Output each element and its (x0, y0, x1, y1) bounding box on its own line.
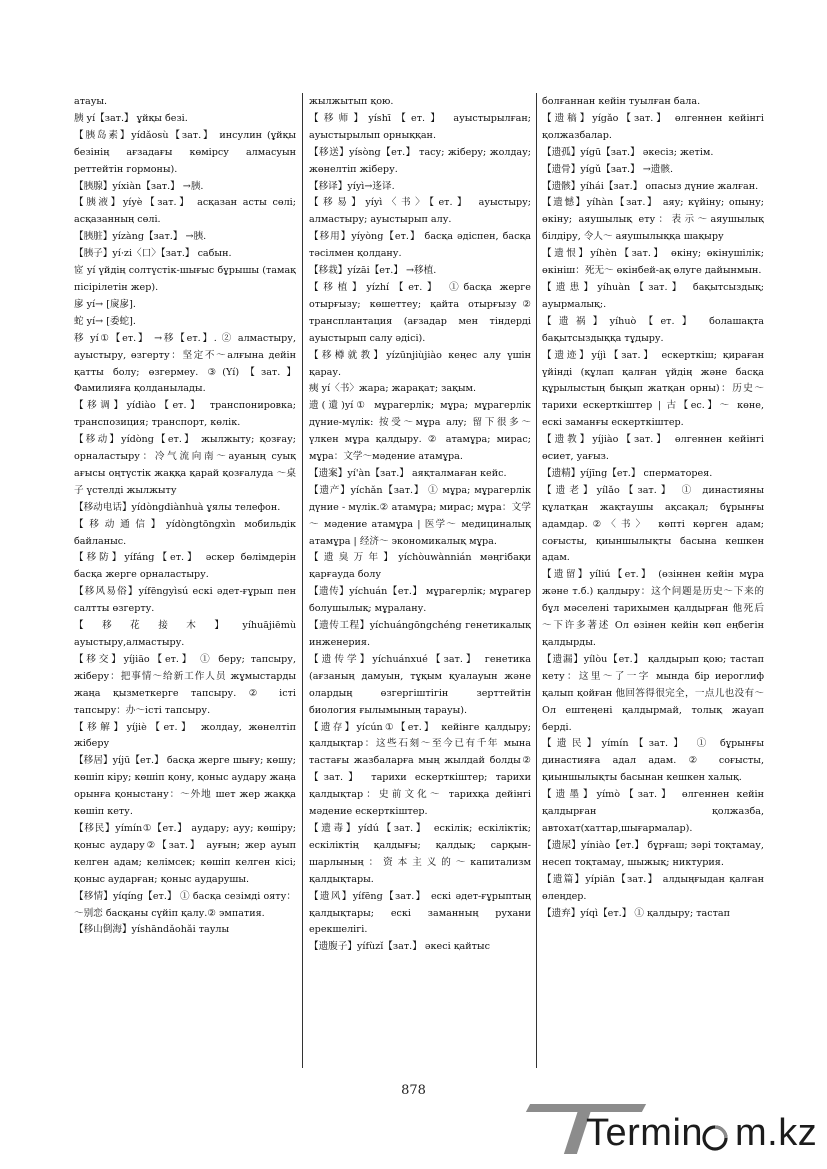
dictionary-entry: жылжытып қою. (309, 96, 394, 107)
dictionary-entry: 【遗祸】yíhuò【ет.】 болашақта бақытсыздыққа тұдыру. (542, 315, 764, 344)
dictionary-entry: 【遗弃】yíqì【ет.】 ① қалдыру; тастап (542, 907, 731, 919)
dictionary-entry: 蛇 yí→ [委蛇]. (74, 315, 136, 327)
dictionary-entry: 宧 yí үйдің солтүстік-шығыс бұрышы (тамақ пісірілетін жер). (74, 265, 296, 293)
dictionary-entry: 【移送】yísòng【ет.】 тасу; жіберу; жолдау; жөнелтіп жіберу. (309, 146, 531, 175)
column-right (542, 94, 764, 1069)
dictionary-entry: 【移动】yídòng【ет.】 жылжыту; қозғау; орналастыру：冷气流向南～ауаның суық ағысы оңтүстік жаққа қарай қозғалуда ～桌子 үстелді жылжыту (74, 434, 296, 496)
dictionary-entry: 【遗传学】yíchuánxué【зат.】 генетика (ағзаның дамуын, тұқым қуалауын және олардың өзгергіштігін зерттейтін биология ғылымының тарауы). (309, 653, 531, 716)
terminkom-logo (522, 1102, 818, 1158)
column-middle (309, 94, 531, 1069)
column-left (74, 94, 296, 1069)
dictionary-entry: 【遗迹】yíjì【зат.】 ескерткіш; қираған үйінді (құлап қалған үйдің және басқа құрылыстың бықып жатқан орны)：历史～тарихи ескерткіштер | 古【ес.】～ көне, ескі заманғы ескерткіштер. (542, 349, 764, 429)
dictionary-entry: 【遗孤】yígū【зат.】 әкесіз; жетім. (542, 146, 714, 158)
dictionary-entry: 【胰子】yí·zi〈口〉【зат.】 сабын. (74, 248, 232, 260)
column-divider (536, 93, 537, 1068)
dictionary-entry: 【胰液】yíyè【зат.】 асқазан асты сөлі; асқазанның сөлі. (74, 197, 296, 226)
logo-text-before: Termin (586, 1112, 704, 1154)
dictionary-entry: 【移易】yíyì〈书〉【ет.】 ауыстыру; алмастыру; ауыстырып алу. (309, 197, 531, 226)
dictionary-entry: 【遗骨】yígǔ【зат.】 →遗骸. (542, 163, 674, 175)
dictionary-entry: 扅 yí→ [扊扅]. (74, 298, 136, 310)
globe-icon (700, 1123, 730, 1153)
dictionary-entry: 【遗臭万年】yíchòuwànnián мәңгібақи қарғауда болу (309, 552, 531, 581)
dictionary-entry: 【遗骸】yíhái【зат.】 опасыз дүние жалған. (542, 180, 759, 192)
dictionary-entry: 【遗民】yímín【зат.】 ① бұрынғы династияға адал адам. ② соғысты, қиыншылықты басынан кешкен халық. (542, 738, 764, 784)
dictionary-entry: 【移樽就教】yízūnjiùjiào кеңес алу үшін қарау. (309, 349, 531, 378)
dictionary-entry: 【移动通信】yídòngtōngxìn мобильдік байланыс. (74, 518, 296, 547)
dictionary-entry: 痍 yí〈书〉жара; жарақат; зақым. (309, 383, 477, 395)
dictionary-entry: 【遗教】yíjiào【зат.】 өлгеннен кейінгі өсиет, уағыз. (542, 434, 764, 463)
dictionary-entry: 【胰腺】yíxiàn【зат.】 →胰. (74, 180, 204, 192)
dictionary-entry: 【遗恨】yíhèn【зат.】 өкіну; өкінушілік; өкініш：死无～ өкінбей-ақ өлуге дайынмын. (542, 248, 764, 277)
dictionary-entry: 【遗篇】yípiān【зат.】 алдыңғыдан қалған өлеңдер. (542, 873, 764, 902)
dictionary-entry: 【移解】yíjiè【ет.】 жолдау, жөнелтіп жіберу (74, 721, 296, 750)
dictionary-entry: 【移师】yíshī【ет.】 ауыстырылған; ауыстырылып орныққан. (309, 112, 531, 141)
dictionary-entry: 【移民】yímín①【ет.】 аудару; ауу; көшіру; қоныс аудару②【зат.】 ауғын; жер ауып келген адам; келімсек; көшіп келген кісі; қоныс аударған; қоныс аударушы. (74, 822, 296, 885)
dictionary-entry: 【遗案】yí'àn【зат.】 аяқталмаған кейс. (309, 467, 507, 479)
dictionary-entry: 【遗存】yícún①【ет.】 кейінге қалдыру; қалдықтар：这些石刻～至今已有千年 мына тастағы жазбаларға мың жылдай болды②【зат.】 тарихи ескерткіштер; тарихи қалдықтар：史前文化～ тарихқа дейінгі мәдение ескерткіштер. (309, 721, 531, 818)
dictionary-entry: 【移情】yíqíng【ет.】 ① басқа сезімді ояту：～别恋 басқаны сүйіп қалу.② эмпатия. (74, 890, 296, 919)
dictionary-entry: 【胰脏】yízàng【зат.】 →胰. (74, 231, 207, 243)
dictionary-entry: болғаннан кейін туылған бала. (542, 96, 701, 107)
dictionary-entry: 【遗传】yíchuán【ет.】 мұрагерлік; мұрагер болушылық; мұралану. (309, 586, 531, 615)
dictionary-entry: 【遗传工程】yíchuángōngchéng генетикалық инженерия. (309, 620, 531, 648)
dictionary-entry: атауы. (74, 96, 108, 107)
column-divider (302, 93, 303, 1068)
dictionary-entry: 【遗毒】yídú【зат.】 ескілік; ескіліктік; ескіліктің қалдығы; қалдық; сарқын-шарлының：资本主义的～капитализм қалдықтары. (309, 822, 531, 885)
logo-text-after: m.kz (735, 1112, 818, 1154)
dictionary-entry: 【移译】yíyì→迻译. (309, 180, 395, 192)
dictionary-entry: 【遗风】yífēng【зат.】 ескі әдет-ғұрыптың қалдықтары; ескі заманның рухани ерекшелігі. (309, 890, 531, 936)
dictionary-entry: 【遗腹子】yífùzǐ【зат.】 әкесі қайтыс (309, 941, 490, 953)
dictionary-entry: 遗(遺)yí① мұрагерлік; мұра; мұрагерлік дүние-мүлік: 按受～мұра алу; 留下很多～үлкен мұра қалдыру. ② атамұра; мирас; мұра：文学～мәдение атамұра. (309, 400, 531, 463)
dictionary-entry: 【遗产】yíchǎn【зат.】 ① мұра; мұрагерлік дүние - мүлік.② атамұра; мирас; мұра：文学～ мәдение атамұра | 医学～ медициналық атамұра | 经济～ экономикалық мұра. (309, 484, 531, 547)
dictionary-entry: 【遗憾】yíhàn【зат.】 аяу; күйіну; опыну; өкіну; аяушылық ету：表示～аяушылық білдіру, 令人～ аяушылыққа шақыру (542, 197, 764, 243)
dictionary-entry: 【移风易俗】yífēngyìsú ескі әдет-ғұрып пен салтты өзгерту. (74, 586, 296, 615)
dictionary-entry: 【移交】yíjiāo【ет.】 ① беру; тапсыру, жіберу：把事情～给新工作人员 жұмыстарды жаңа қызметкерге тапсыру. ② істі тапсыру：办～істі тапсыру. (74, 653, 296, 716)
page-number: 878 (401, 1083, 426, 1098)
dictionary-entry: 【移调】yídiào【ет.】 транспонировка; транспозиция; транспорт, көлік. (74, 400, 296, 429)
dictionary-entry: 【移花接木】yíhuājiēmù ауыстыру,алмастыру. (74, 620, 296, 648)
dictionary-entry: 【移植】yízhí【ет.】 ①басқа жерге отырғызу; көшеттеу; қайта отырғызу② трансплантация (ағзадар мен тіндерді ауыстырып салу әдісі). (309, 281, 531, 344)
dictionary-entry: 【遗精】yíjīng【ет.】 сперматорея. (542, 467, 713, 479)
dictionary-entry: 【移动电话】yídòngdiànhuà ұялы телефон. (74, 501, 281, 513)
dictionary-entry: 【遗患】yíhuàn【зат.】 бақытсыздық; ауырмалық;. (542, 281, 764, 310)
dictionary-entry: 【遗漏】yílòu【ет.】 қалдырып қою; тастап кету：这里～了一字 мында бір иероглиф қалып қойған 他回答得很完全，一点儿也没有～ Ол ештеңені қалдырмай, толық жауап берді. (542, 653, 764, 733)
dictionary-entry: 【移山倒海】yíshāndǎohǎi таулы (74, 924, 230, 936)
dictionary-entry: 【移防】yífáng【ет.】 әскер бөлімдерін басқа жерге орналастыру. (74, 552, 296, 581)
dictionary-entry: 【移居】yíjū【ет.】 басқа жерге шығу; көшу; көшіп кіру; көшіп қону, қоныс аудару жаңа орынға қоныстану：～外地 шет жер жаққа көшіп кету. (74, 755, 296, 818)
dictionary-entry: 【移栽】yízāi【ет.】 →移植. (309, 265, 437, 277)
dictionary-entry: 【移用】yíyòng【ет.】 басқа әдіспен, басқа тәсілмен қолдану. (309, 231, 531, 260)
dictionary-entry: 胰 yí【зат.】 ұйқы безі. (74, 112, 188, 124)
dictionary-entry: 【遗老】yílǎo【зат.】 ① династияны құлатқан жақтаушы ақсақал; бұрынғы адамдар.②〈书〉 көпті көрген адам; соғысты, қиыншылықты басына кешкен адам. (542, 484, 764, 564)
dictionary-entry: 【胰岛素】yídǎosù【зат.】 инсулин (ұйқы безінің ағзадағы көмірсу алмасуын реттейтін гормоны). (74, 129, 296, 175)
dictionary-entry: 【遗尿】yíniào【ет.】 бұрғаш; зәрі тоқтамау, несеп тоқтамау, шыжық; никтурия. (542, 839, 764, 868)
dictionary-entry: 【遗稿】yígǎo【зат.】 өлгеннен кейінгі қолжазбалар. (542, 112, 764, 141)
dictionary-entry: 移 yí①【ет.】 →移【ет.】. ② алмастыру, ауыстыру, өзгерту：坚定不～алғына дейін қатты болу; өзгермеу. ③(Yí)【зат.】 Фамилияға қолданылады. (74, 332, 296, 395)
dictionary-entry: 【遗留】yíliú【ет.】 (өзіннен кейін мұра және т.б.) қалдыру：这个问题是历史～下来的 бұл мәселені тарихымен қалдырған 他死后～下许多著述 Ол өзінен кейін көп еңбегін қалдырды. (542, 569, 764, 648)
dictionary-entry: 【遗墨】yímò【зат.】 өлгеннен кейін қалдырған қолжазба, автохат(хаттар,шығармалар). (542, 789, 764, 834)
